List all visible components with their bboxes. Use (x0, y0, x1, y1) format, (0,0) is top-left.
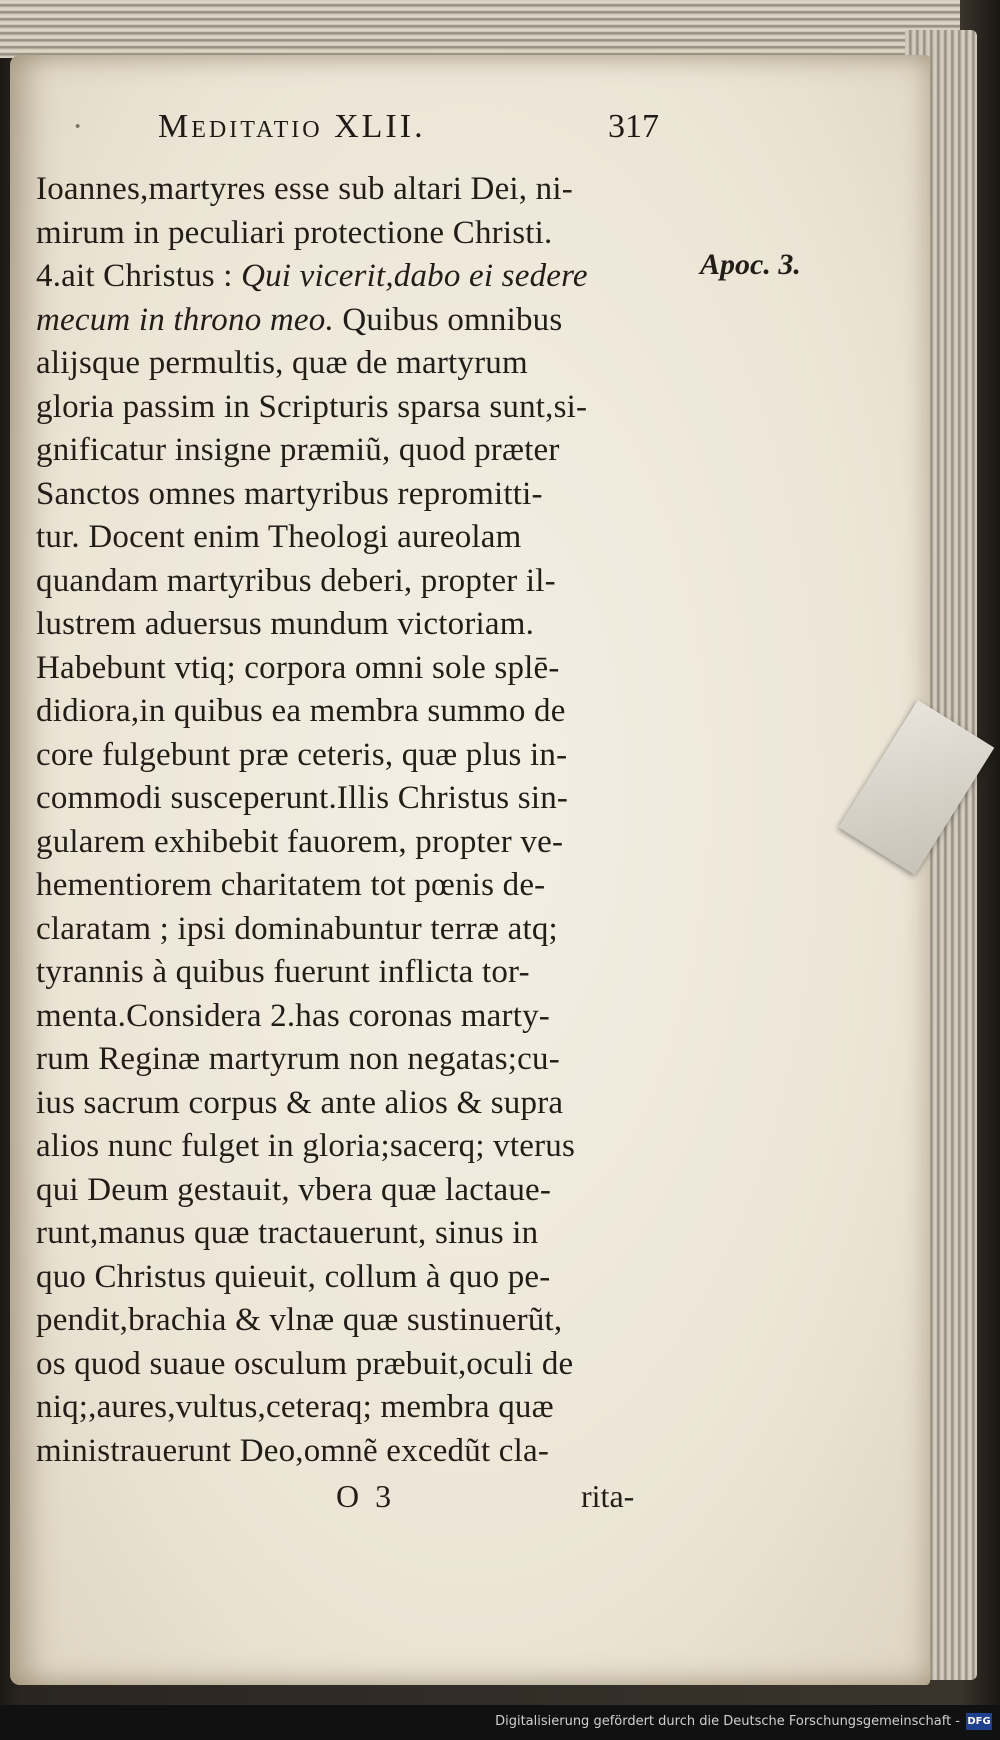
text-line-with-italic (36, 299, 666, 343)
text-line: ius sacrum corpus & ante alios & supra (36, 1084, 564, 1121)
text-line: claratam ; ipsi dominabuntur terræ atq; (36, 910, 558, 947)
text-line: Sanctos omnes martyribus repromitti- (36, 475, 543, 512)
text-line: mirum in peculiari protectione Christi. (36, 214, 553, 251)
text-line: quandam martyribus deberi, propter il- (36, 562, 556, 599)
text-line: alijsque permultis, quæ de martyrum (36, 345, 528, 381)
text-line: commodi susceperunt.Illis Christus sin- (36, 780, 569, 816)
signature-mark: O 3 (336, 1478, 396, 1514)
text-line-tail: Quibus omnibus (333, 301, 563, 338)
dfg-logo: DFG (966, 1713, 992, 1730)
text-line: lustrem aduersus mundum victoriam. (36, 606, 535, 642)
catchword: rita- (581, 1478, 635, 1514)
text-line: Habebunt vtiq; corpora omni sole splē- (36, 649, 560, 686)
text-line: niq;,aures,vultus,ceteraq; membra quæ (36, 1389, 554, 1425)
top-page-edges (0, 0, 960, 58)
italic-quote: mecum in throno meo. (36, 301, 334, 338)
running-header (72, 108, 660, 158)
page-footer (36, 1478, 666, 1522)
text-line: gularem exhibebit fauorem, propter ve- (36, 823, 564, 860)
text-line: quo Christus quieuit, collum à quo pe- (36, 1258, 551, 1295)
page-number: 317 (608, 108, 659, 145)
faded-ornament: · (72, 108, 84, 145)
text-line: core fulgebunt præ ceteris, quæ plus in- (36, 736, 568, 773)
text-line: tyrannis à quibus fuerunt inflicta tor- (36, 954, 530, 990)
text-line-with-italic (36, 255, 666, 299)
text-line: runt,manus quæ tractauerunt, sinus in (36, 1215, 539, 1251)
text-line: os quod suaue osculum præbuit,oculi de (36, 1345, 574, 1382)
text-line: tur. Docent enim Theologi aureolam (36, 519, 522, 555)
text-line: qui Deum gestauit, vbera quæ lactaue- (36, 1171, 552, 1208)
credit-text: Digitalisierung gefördert durch die Deutsche Forschungsgemeinschaft - (495, 1714, 960, 1729)
body-text (36, 168, 666, 1473)
text-line: didiora,in quibus ea membra summo de (36, 693, 566, 729)
text-line: pendit,brachia & vlnæ quæ sustinuerũt, (36, 1302, 563, 1338)
running-title: Meditatio XLII. (158, 108, 426, 145)
text-line: alios nunc fulget in gloria;sacerq; vterus (36, 1128, 575, 1164)
margin-note: Apoc. 3. (700, 248, 801, 281)
text-line: hementiorem charitatem tot pœnis de- (36, 867, 546, 903)
text-line: gloria passim in Scripturis sparsa sunt,si- (36, 388, 588, 425)
text-line-lead: 4.ait Christus : (36, 258, 242, 294)
text-line: Ioannes,martyres esse sub altari Dei, ni- (36, 171, 573, 207)
text-line: gnificatur insigne præmiũ, quod præter (36, 432, 560, 468)
credit-bar (0, 1705, 1000, 1740)
text-line: ministrauerunt Deo,omnẽ excedũt cla- (36, 1432, 550, 1469)
text-line: rum Reginæ martyrum non negatas;cu- (36, 1041, 560, 1077)
italic-quote: Qui vicerit,dabo ei sedere (241, 258, 588, 294)
text-line: menta.Considera 2.has coronas marty- (36, 997, 550, 1034)
